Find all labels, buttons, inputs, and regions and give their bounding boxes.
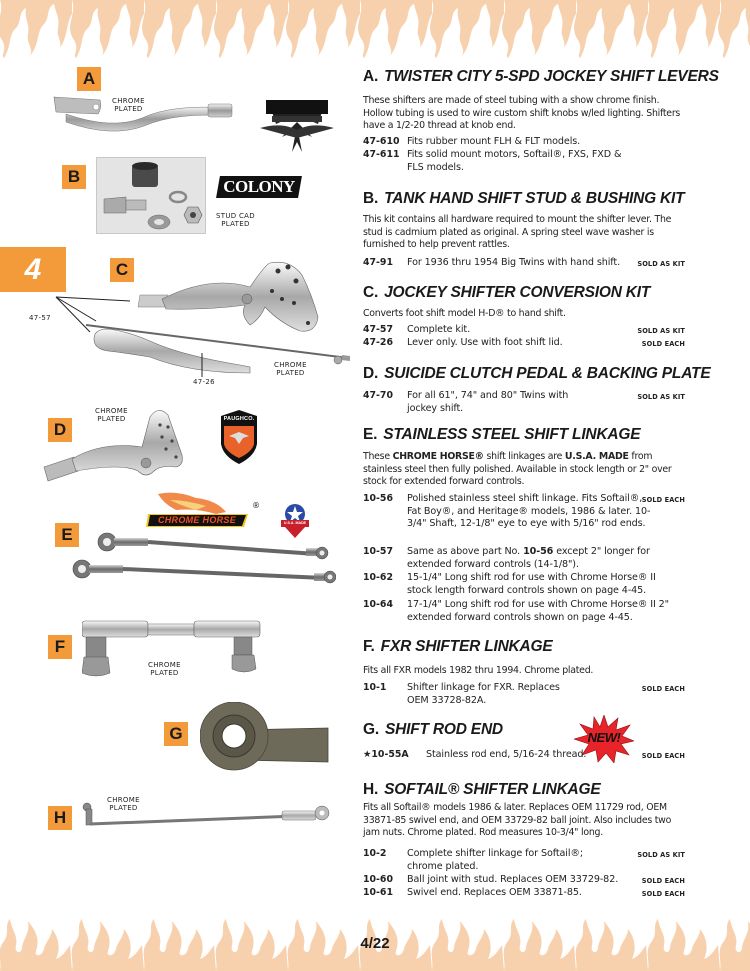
part-description: Same as above part No. <box>407 546 524 557</box>
part-description: For 1936 thru 1954 Big Twins with hand shift. <box>407 257 621 268</box>
section-letter: A. <box>363 68 379 85</box>
part-description: Shifter linkage for FXR. Replaces OEM 33728-82A. <box>407 682 560 706</box>
figure-tag-g: G <box>164 722 188 746</box>
product-row <box>363 257 685 270</box>
section-h-description: Fits all Softail® models 1986 & later. Replaces OEM 11729 rod, OEM 33871-85 swivel end, and OEM 33729-82 ball joint. Also includes two jam nuts. Chrome plated. Rod measures 10-3/4" long. <box>363 802 672 838</box>
finish-note-d: CHROME PLATED <box>95 407 128 423</box>
desc-text: shift linkages are <box>483 451 565 462</box>
suicide-clutch-pedal-image <box>42 405 192 485</box>
section-f-heading <box>363 638 553 656</box>
part-number: 47-611 <box>363 149 400 160</box>
new-badge-text: NEW! <box>587 730 621 745</box>
section-e-heading <box>363 426 640 444</box>
section-b-heading <box>363 190 684 208</box>
product-row <box>363 337 685 350</box>
paughco-logo-text: PAUGHCO. <box>223 416 255 422</box>
part-number: 47-70 <box>363 390 393 401</box>
section-d-heading <box>363 365 710 383</box>
part-description: For all 61", 74" and 80" Twins with jockey shift. <box>407 390 569 414</box>
finish-note-a: CHROME PLATED <box>112 97 145 113</box>
callout-47-26: 47-26 <box>193 378 215 386</box>
colony-logo-text: COLONY <box>223 177 295 196</box>
part-description: Polished stainless steel shift linkage. Fits Softail®, Fat Boy®, and Heritage® models, 1986 & later. 10-3/4" Shaft, 12-1/8" eye to eye with 5/16" rod ends. <box>407 493 651 529</box>
shift-rod-end-image <box>200 702 330 772</box>
section-title: STAINLESS STEEL SHIFT LINKAGE <box>383 426 641 443</box>
product-row <box>363 546 685 571</box>
section-title: TWISTER CITY 5-SPD JOCKEY SHIFT LEVERS <box>384 68 719 85</box>
part-description: Swivel end. Replaces OEM 33871-85. <box>407 887 582 898</box>
figure-tag-f: F <box>48 635 72 659</box>
sold-as-label: SOLD EACH <box>641 685 685 693</box>
product-row <box>363 874 685 887</box>
section-letter: F. <box>363 638 375 655</box>
chrome-horse-logo <box>146 490 250 528</box>
product-row <box>363 848 685 873</box>
callout-47-57: 47-57 <box>29 314 51 322</box>
sold-as-label: SOLD AS KIT <box>637 260 685 268</box>
sold-as-label: SOLD EACH <box>641 340 685 348</box>
finish-note-h: CHROME PLATED <box>107 796 140 812</box>
section-letter: C. <box>363 284 379 301</box>
part-description: Fits rubber mount FLH & FLT models. <box>407 136 581 147</box>
part-number: 47-57 <box>363 324 393 335</box>
part-number: 10-64 <box>363 599 393 610</box>
section-title: TANK HAND SHIFT STUD & BUSHING KIT <box>384 190 685 207</box>
chrome-horse-logo-text: CHROME HORSE <box>157 515 237 525</box>
section-c-description: Converts foot shift model H-D® to hand shift. <box>363 308 566 319</box>
part-number: 47-610 <box>363 136 400 147</box>
finish-note-b: STUD CAD PLATED <box>216 212 255 228</box>
figure-tag-h: H <box>48 806 72 830</box>
part-description: Fits solid mount motors, Softail®, FXS, FXD & FLS models. <box>407 149 622 173</box>
part-number: 10-1 <box>363 682 387 693</box>
part-number: 10-57 <box>363 546 393 557</box>
sold-as-label: SOLD AS KIT <box>637 327 685 335</box>
part-number: 10-60 <box>363 874 393 885</box>
section-c-heading <box>363 284 650 302</box>
section-b-description: This kit contains all hardware required to mount the shifter lever. The stud is cadmium plated as original. A spring steel wave washer is furnished to help prevent rattles. <box>363 214 672 250</box>
product-row <box>363 324 685 337</box>
section-letter: H. <box>363 781 379 798</box>
section-g-heading <box>363 721 503 739</box>
section-a-description: These shifters are made of steel tubing with a show chrome finish. Hollow tubing is used to wire custom shift knobs w/led lighting. Shifters have a 1/2-20 thread at knob end. <box>363 95 681 131</box>
part-description: Lever only. Use with foot shift lid. <box>407 337 563 348</box>
sold-as-label: SOLD EACH <box>641 877 685 885</box>
product-row <box>363 599 685 624</box>
section-h-heading <box>363 781 601 799</box>
finish-note-c: CHROME PLATED <box>274 361 307 377</box>
part-number: 47-26 <box>363 337 393 348</box>
finish-note-f: CHROME PLATED <box>148 661 181 677</box>
part-number: 10-61 <box>363 887 393 898</box>
flame-border-top <box>0 0 750 60</box>
section-letter: D. <box>363 365 379 382</box>
referenced-part-number: 10-56 <box>523 546 554 557</box>
part-number: 47-91 <box>363 257 393 268</box>
part-description: except 2" longer for extended forward controls (14-1/8"). <box>407 546 650 570</box>
colony-logo <box>216 176 302 198</box>
made-in-usa: U.S.A. MADE <box>564 451 629 462</box>
part-description: 17-1/4" Long shift rod for use with Chrome Horse® II 2" extended forward controls shown on page 4-45. <box>407 599 669 623</box>
section-title: FXR SHIFTER LINKAGE <box>380 638 553 655</box>
section-title: SHIFT ROD END <box>384 721 503 738</box>
product-row <box>363 887 685 900</box>
section-title: JOCKEY SHIFTER CONVERSION KIT <box>384 284 651 301</box>
section-a-heading <box>363 68 719 86</box>
sold-as-label: SOLD EACH <box>641 890 685 898</box>
figure-tag-e: E <box>55 523 79 547</box>
product-row <box>363 572 685 597</box>
page-number: 4/22 <box>360 935 390 952</box>
part-number: ★10-55A <box>363 749 409 760</box>
part-description: Complete kit. <box>407 324 471 335</box>
part-description: Ball joint with stud. Replaces OEM 33729-82. <box>407 874 619 885</box>
figure-tag-d: D <box>48 418 72 442</box>
desc-text: from stainless steel then fully polished. Available in stock length or 2" over stock for extended forward controls. <box>363 451 672 487</box>
sold-as-label: SOLD EACH <box>641 496 685 504</box>
product-row <box>363 136 685 149</box>
figure-tag-b: B <box>62 165 86 189</box>
part-description: Stainless rod end, 5/16-24 thread. <box>426 749 587 760</box>
part-number: 10-62 <box>363 572 393 583</box>
part-description: Complete shifter linkage for Softail®; chrome plated. <box>407 848 584 872</box>
registered-mark: ® <box>252 501 261 510</box>
figure-tag-a: A <box>77 67 101 91</box>
product-row <box>363 493 685 531</box>
paughco-logo <box>219 410 259 464</box>
section-letter: E. <box>363 426 378 443</box>
part-number: 10-2 <box>363 848 387 859</box>
section-title: SOFTAIL® SHIFTER LINKAGE <box>384 781 601 798</box>
product-row <box>363 682 685 707</box>
figure-tag-c: C <box>110 258 134 282</box>
product-row <box>363 149 685 174</box>
sold-as-label: SOLD AS KIT <box>637 851 685 859</box>
section-title: SUICIDE CLUTCH PEDAL & BACKING PLATE <box>384 365 711 382</box>
section-letter: G. <box>363 721 379 738</box>
part-description: 15-1/4" Long shift rod for use with Chrome Horse® II stock length forward controls shown on page 4-45. <box>407 572 656 596</box>
stainless-shift-linkage-image <box>66 530 336 585</box>
mystercity-logo <box>252 82 342 154</box>
chapter-tab[interactable]: 4 <box>0 247 66 292</box>
brand-name: CHROME HORSE® <box>392 451 484 462</box>
section-letter: B. <box>363 190 379 207</box>
product-row <box>363 749 685 762</box>
section-e-description <box>363 451 686 489</box>
section-f-description: Fits all FXR models 1982 thru 1994. Chrome plated. <box>363 665 594 676</box>
part-number: 10-56 <box>363 493 393 504</box>
sold-as-label: SOLD AS KIT <box>637 393 685 401</box>
product-row <box>363 390 685 415</box>
usa-made-badge-text: U.S.A. MADE <box>283 521 307 525</box>
desc-text: These <box>363 451 393 462</box>
softail-shifter-linkage-image <box>82 800 337 830</box>
sold-as-label: SOLD EACH <box>641 752 685 760</box>
stud-bushing-kit-image <box>96 157 206 234</box>
